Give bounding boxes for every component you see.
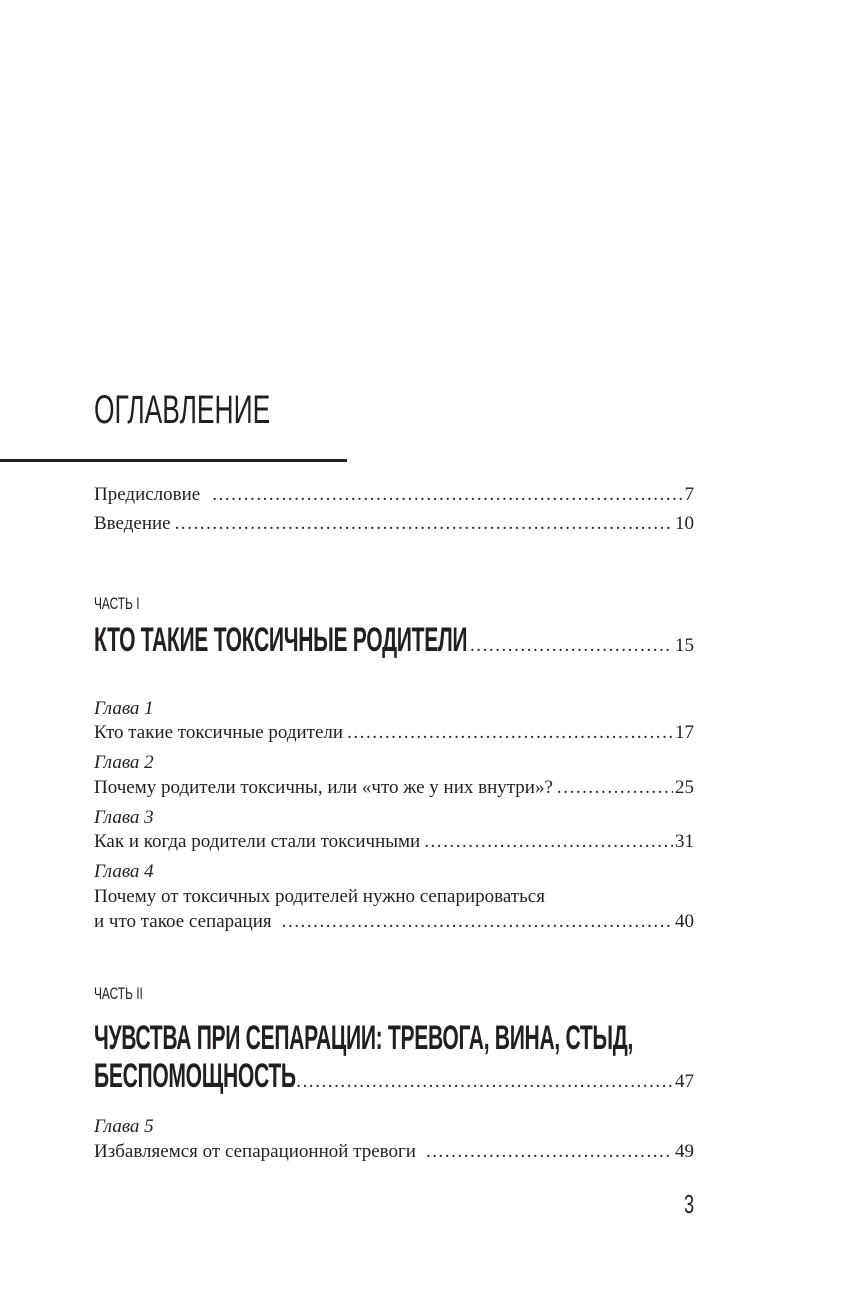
page-title: ОГЛАВЛЕНИЕ (94, 388, 271, 432)
part-heading-line[interactable] (94, 1018, 844, 1058)
dot-leader (347, 720, 673, 746)
toc-entry-label: Введение (94, 513, 171, 534)
dot-leader (212, 482, 682, 508)
dot-leader (426, 1139, 673, 1165)
page-number: 3 (684, 1189, 695, 1219)
toc-entry-page: 10 (675, 513, 694, 534)
chapter-label: Глава 3 (94, 807, 154, 828)
toc-entry-label: и что такое сепарация (94, 911, 272, 932)
toc-entry-chapter-3[interactable] (94, 829, 694, 855)
toc-entry-page: 31 (675, 831, 694, 852)
toc-entry-chapter-1[interactable] (94, 720, 694, 746)
part-label: ЧАСТЬ I (94, 594, 140, 613)
toc-entry-page: 47 (675, 1071, 694, 1092)
part-heading: БЕСПОМОЩНОСТЬ (94, 1057, 296, 1095)
part-label: ЧАСТЬ II (94, 984, 143, 1003)
toc-entry-label: Кто такие токсичные родители (94, 722, 344, 743)
dot-leader (290, 1071, 673, 1093)
toc-entry-label: Избавляемся от сепарационной тревоги (94, 1141, 416, 1162)
toc-entry-chapter-2[interactable] (94, 775, 694, 801)
dot-leader (470, 635, 673, 657)
part-heading: КТО ТАКИЕ ТОКСИЧНЫЕ РОДИТЕЛИ (94, 621, 468, 659)
title-rule (0, 459, 347, 462)
dot-leader (424, 829, 673, 855)
toc-entry-page: 49 (675, 1141, 694, 1162)
toc-entry-page: 7 (684, 484, 694, 505)
toc-entry-page: 40 (675, 911, 694, 932)
chapter-label: Глава 2 (94, 752, 154, 773)
toc-entry-label: Почему родители токсичны, или «что же у них внутри»? (94, 777, 553, 798)
toc-entry-page: 15 (675, 635, 694, 656)
toc-entry-chapter-5[interactable] (94, 1139, 694, 1165)
part-heading-box (94, 1056, 296, 1096)
dot-leader (175, 511, 673, 537)
part-heading: ЧУВСТВА ПРИ СЕПАРАЦИИ: ТРЕВОГА, ВИНА, СТЫД, (94, 1019, 634, 1057)
chapter-label: Глава 4 (94, 861, 154, 882)
chapter-label: Глава 1 (94, 698, 154, 719)
toc-part-heading[interactable] (94, 1056, 694, 1096)
toc-entry-chapter-4[interactable] (94, 909, 694, 935)
toc-part-heading[interactable] (94, 620, 694, 660)
toc-entry-chapter-4-line-1[interactable]: Почему от токсичных родителей нужно сепарироваться (94, 886, 545, 907)
toc-entry-label: Как и когда родители стали токсичными (94, 831, 421, 852)
toc-entry-introduction[interactable] (94, 511, 694, 537)
dot-leader (557, 775, 673, 801)
toc-entry-page: 17 (675, 722, 694, 743)
dot-leader (282, 909, 673, 935)
toc-entry-preface[interactable] (94, 482, 694, 508)
toc-entry-page: 25 (675, 777, 694, 798)
part-heading-box (94, 620, 466, 660)
toc-entry-label: Предисловие (94, 484, 201, 505)
chapter-label: Глава 5 (94, 1116, 154, 1137)
